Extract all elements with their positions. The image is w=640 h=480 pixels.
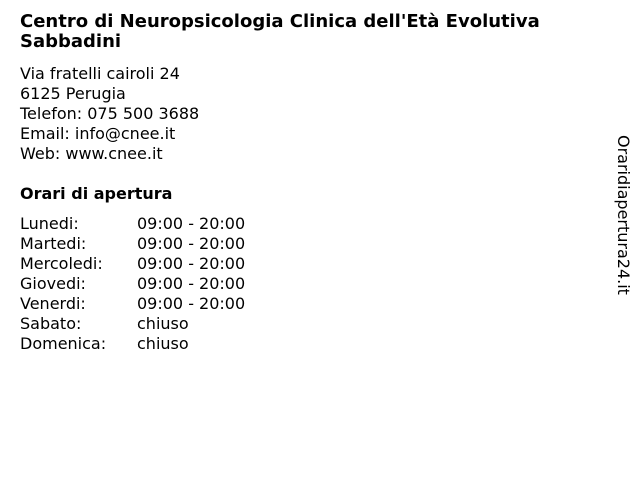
hours-row-thursday	[20, 274, 245, 294]
phone-number: Telefon: 075 500 3688	[20, 104, 200, 123]
time-value: 09:00 - 20:00	[137, 294, 246, 313]
site-watermark: Oraridiapertura24.it	[614, 135, 633, 295]
hours-row-saturday	[20, 314, 245, 334]
hours-heading: Orari di apertura	[20, 184, 173, 203]
email-address: Email: info@cnee.it	[20, 124, 176, 143]
day-label: Mercoledi:	[20, 254, 103, 273]
city-postal: 6125 Perugia	[20, 84, 126, 103]
time-value: 09:00 - 20:00	[137, 214, 246, 233]
business-name: Centro di Neuropsicologia Clinica dell'Età Evolutiva Sabbadini	[20, 11, 540, 52]
day-label: Giovedi:	[20, 274, 86, 293]
time-value: 09:00 - 20:00	[137, 274, 246, 293]
day-label: Sabato:	[20, 314, 82, 333]
opening-hours-table	[20, 214, 245, 354]
time-value: 09:00 - 20:00	[137, 254, 246, 273]
day-label: Domenica:	[20, 334, 107, 353]
time-value: chiuso	[137, 314, 189, 333]
time-value: chiuso	[137, 334, 189, 353]
hours-row-friday	[20, 294, 245, 314]
hours-row-tuesday	[20, 234, 245, 254]
street-address: Via fratelli cairoli 24	[20, 64, 180, 83]
contact-block	[20, 64, 199, 164]
time-value: 09:00 - 20:00	[137, 234, 246, 253]
website: Web: www.cnee.it	[20, 144, 163, 163]
day-label: Martedi:	[20, 234, 87, 253]
day-label: Venerdi:	[20, 294, 86, 313]
hours-row-sunday	[20, 334, 245, 354]
hours-row-monday	[20, 214, 245, 234]
day-label: Lunedi:	[20, 214, 79, 233]
hours-row-wednesday	[20, 254, 245, 274]
